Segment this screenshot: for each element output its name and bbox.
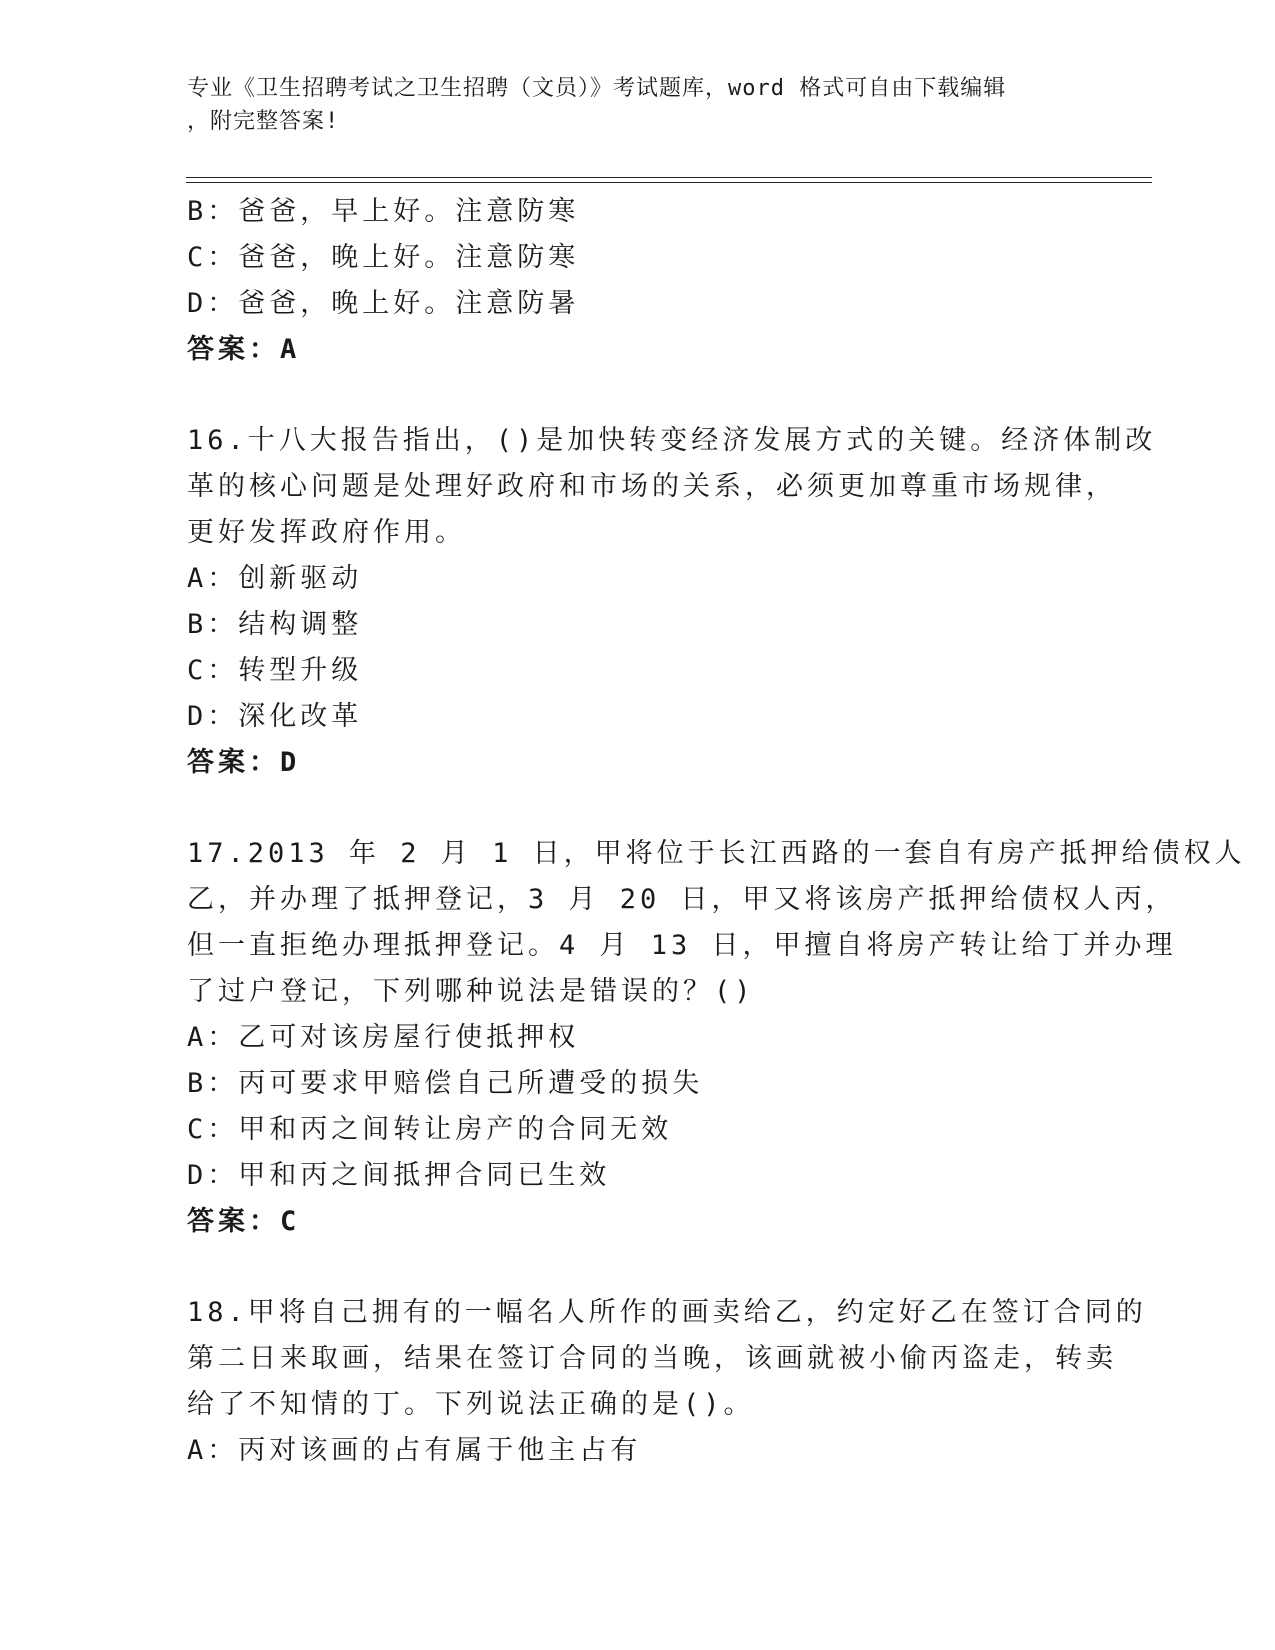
header-divider-top (186, 177, 1152, 178)
option-b: B：爸爸，早上好。注意防寒 (187, 196, 580, 227)
question-text-line: 第二日来取画，结果在签订合同的当晚，该画就被小偷丙盗走，转卖 (187, 1343, 1117, 1374)
question-text-line: 16.十八大报告指出，()是加快转变经济发展方式的关键。经济体制改 (187, 425, 1157, 456)
option-b: B：结构调整 (187, 609, 363, 640)
option-c: C：甲和丙之间转让房产的合同无效 (187, 1114, 673, 1145)
question-16 (187, 418, 1157, 786)
option-c: C：爸爸，晚上好。注意防寒 (187, 242, 580, 273)
question-text-line: 更好发挥政府作用。 (187, 517, 466, 548)
option-c: C：转型升级 (187, 655, 363, 686)
option-d: D：甲和丙之间抵押合同已生效 (187, 1160, 611, 1191)
question-text-line: 革的核心问题是处理好政府和市场的关系，必须更加尊重市场规律， (187, 471, 1117, 502)
option-d: D：深化改革 (187, 701, 363, 732)
option-a: A：乙可对该房屋行使抵押权 (187, 1022, 580, 1053)
question-text-line: 给了不知情的丁。下列说法正确的是()。 (187, 1389, 755, 1420)
question-18 (187, 1290, 1147, 1474)
question-15-tail (187, 189, 1087, 373)
question-text-line: 了过户登记，下列哪种说法是错误的？() (187, 976, 755, 1007)
option-a: A：丙对该画的占有属于他主占有 (187, 1435, 642, 1466)
question-text-line: 18.甲将自己拥有的一幅名人所作的画卖给乙，约定好乙在签订合同的 (187, 1297, 1147, 1328)
option-d: D：爸爸，晚上好。注意防暑 (187, 288, 580, 319)
answer-line: 答案：D (187, 747, 301, 778)
document-header (187, 72, 1087, 138)
question-text-line: 但一直拒绝办理抵押登记。4 月 13 日，甲擅自将房产转让给丁并办理 (187, 930, 1177, 961)
header-line-1: 专业《卫生招聘考试之卫生招聘（文员）》考试题库，word 格式可自由下载编辑 (187, 76, 1007, 101)
option-b: B：丙可要求甲赔偿自己所遭受的损失 (187, 1068, 704, 1099)
answer-line: 答案：C (187, 1206, 301, 1237)
question-content (187, 189, 1246, 1474)
question-17 (187, 831, 1246, 1245)
question-text-line: 17.2013 年 2 月 1 日，甲将位于长江西路的一套自有房产抵押给债权人 (187, 838, 1246, 869)
header-line-2: ，附完整答案! (187, 109, 340, 134)
answer-line: 答案：A (187, 334, 301, 365)
header-divider-bottom (186, 182, 1152, 183)
question-text-line: 乙，并办理了抵押登记，3 月 20 日，甲又将该房产抵押给债权人丙， (187, 884, 1177, 915)
option-a: A：创新驱动 (187, 563, 363, 594)
